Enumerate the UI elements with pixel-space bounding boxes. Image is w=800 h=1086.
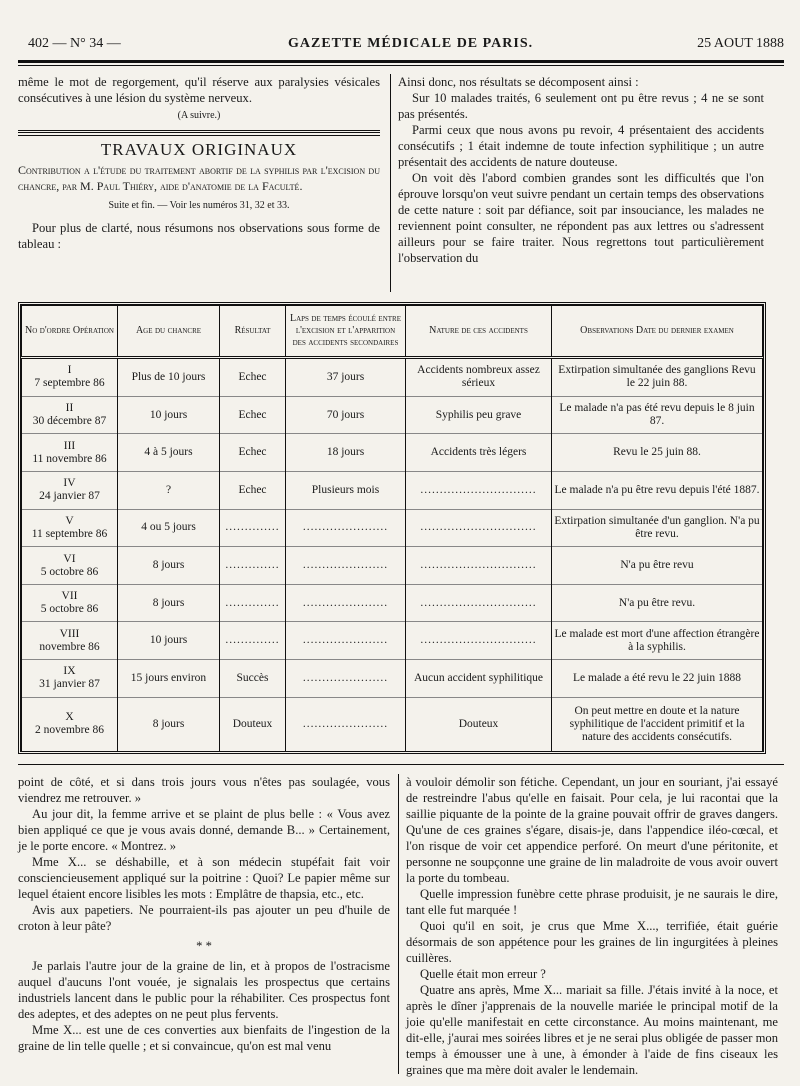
operation-cell bbox=[22, 660, 118, 698]
accident-nature-cell: Accidents très légers bbox=[406, 434, 552, 472]
operation-number: VIII bbox=[59, 627, 80, 640]
accident-nature-cell: Aucun accident syphilitique bbox=[406, 660, 552, 698]
paragraph: Sur 10 malades traités, 6 seulement ont pu être revus ; 4 ne se sont pas présentés. bbox=[398, 91, 764, 121]
operation-date: 11 septembre 86 bbox=[31, 527, 108, 540]
header-rule-thin bbox=[18, 65, 784, 66]
operation-number: VII bbox=[61, 590, 78, 603]
result-cell: .............. bbox=[220, 547, 286, 585]
operation-cell bbox=[22, 396, 118, 434]
chancre-age-cell: 10 jours bbox=[118, 622, 220, 660]
observations-cell: Revu le 25 juin 88. bbox=[552, 434, 763, 472]
time-elapsed-cell: 70 jours bbox=[286, 396, 406, 434]
paragraph: Parmi ceux que nous avons pu revoir, 4 présentaient des accidents consécutifs ; 1 était indemne de toute infection syphilitique ; un autre présentait des accidents de nature douteuse. bbox=[398, 123, 764, 169]
result-cell: Succès bbox=[220, 660, 286, 698]
observations-cell: On peut mettre en doute et la nature syphilitique de l'accident primitif et la nature des accidents consécutifs. bbox=[552, 697, 763, 751]
time-elapsed-cell: 37 jours bbox=[286, 358, 406, 397]
observations-cell: Extirpation simultanée des ganglions Revu le 22 juin 88. bbox=[552, 358, 763, 397]
paragraph: Quoi qu'il en soit, je crus que Mme X..., terrifiée, était guérie désormais de son appétence pour les graines de lin ingurgitées à pleines cuillères. bbox=[406, 919, 778, 965]
operation-number: III bbox=[63, 439, 76, 452]
observations-cell: Le malade n'a pu être revu depuis l'été 1887. bbox=[552, 472, 763, 510]
column-header: No d'ordre Opération bbox=[22, 306, 118, 358]
observations-cell: Extirpation simultanée d'un ganglion. N'a pu être revu. bbox=[552, 509, 763, 547]
time-elapsed-cell: ...................... bbox=[286, 622, 406, 660]
header-rule bbox=[18, 60, 784, 63]
operation-cell bbox=[22, 434, 118, 472]
paragraph: Au jour dit, la femme arrive et se plaint de plus belle : « Vous avez bien appliqué ce que je vous avais donné, demande B... » Certainement, je le porte encore. « Montrez. » bbox=[18, 807, 390, 853]
table-header-row bbox=[22, 306, 763, 358]
operation-cell bbox=[22, 547, 118, 585]
operation-cell bbox=[22, 584, 118, 622]
column-divider bbox=[398, 774, 399, 1074]
result-cell: .............. bbox=[220, 509, 286, 547]
accident-nature-cell: Syphilis peu grave bbox=[406, 396, 552, 434]
operation-number: IV bbox=[63, 477, 76, 490]
accident-nature-cell: Douteux bbox=[406, 697, 552, 751]
result-cell: Echec bbox=[220, 358, 286, 397]
paragraph: Mme X... est une de ces converties aux bienfaits de l'ingestion de la graine de lin telle quelle ; et si convaincue, qu'on est mal venu bbox=[18, 1023, 390, 1053]
time-elapsed-cell: ...................... bbox=[286, 547, 406, 585]
result-cell: Echec bbox=[220, 472, 286, 510]
chancre-age-cell: 4 ou 5 jours bbox=[118, 509, 220, 547]
paragraph: point de côté, et si dans trois jours vous n'êtes pas soulagée, vous viendrez me retrouver. » bbox=[18, 775, 390, 805]
paragraph: même le mot de regorgement, qu'il réserve aux paralysies vésicales consécutives à une lésion du système nerveux. bbox=[18, 75, 380, 105]
operation-date: 2 novembre 86 bbox=[35, 724, 104, 737]
paragraph: Mme X... se déshabille, et à son médecin stupéfait fait voir consciencieusement appliqué sur la poitrine : Quoi? Le papier même sur lequel étaient encore lisibles les mots : Emplâtre de thapsia, etc., etc. bbox=[18, 855, 390, 901]
page-number: 402 — N° 34 — bbox=[28, 36, 121, 51]
article-title: Contribution a l'étude du traitement abortif de la syphilis par l'excision du chancre, par M. Paul Thiéry, aide d'anatomie de la Faculté. bbox=[18, 163, 380, 193]
table-row bbox=[22, 509, 763, 547]
chancre-age-cell: 4 à 5 jours bbox=[118, 434, 220, 472]
paragraph: Ainsi donc, nos résultats se décomposent ainsi : bbox=[398, 75, 639, 89]
operation-number: II bbox=[65, 402, 74, 415]
accident-nature-cell: .............................. bbox=[406, 547, 552, 585]
paragraph: Quelle impression funèbre cette phrase produisit, je ne saurais le dire, tant elle fut marquée ! bbox=[406, 887, 778, 917]
operation-cell bbox=[22, 358, 118, 397]
section-rule bbox=[18, 130, 380, 133]
article-suite: Suite et fin. — Voir les numéros 31, 32 et 33. bbox=[108, 200, 290, 211]
result-cell: .............. bbox=[220, 584, 286, 622]
column-header: Nature de ces accidents bbox=[406, 306, 552, 358]
operation-cell bbox=[22, 622, 118, 660]
operation-cell bbox=[22, 697, 118, 751]
column-header: Laps de temps écoulé entre l'excision et l'apparition des accidents secondaires bbox=[286, 306, 406, 358]
time-elapsed-cell: ...................... bbox=[286, 660, 406, 698]
operation-date: 24 janvier 87 bbox=[39, 490, 100, 503]
section-break-stars: * * bbox=[196, 939, 212, 953]
operation-date: novembre 86 bbox=[39, 640, 100, 653]
operation-cell bbox=[22, 509, 118, 547]
operation-number: VI bbox=[63, 552, 76, 565]
observations-cell: N'a pu être revu. bbox=[552, 584, 763, 622]
observations-cell: Le malade est mort d'une affection étrangère à la syphilis. bbox=[552, 622, 763, 660]
paragraph: On voit dès l'abord combien grandes sont les difficultés que l'on éprouve lorsqu'on veut suivre pendant un certain temps des observations de cette nature : soit par défiance, soit par insouciance, les malades ne reviennent point consulter, ne répondent pas aux lettres ou s'adressent ailleurs pour se faire traiter. Nous regrettons tout particulièrement l'observation du bbox=[398, 171, 764, 265]
bottom-right-column bbox=[406, 774, 778, 1078]
table-row bbox=[22, 584, 763, 622]
chancre-age-cell: 8 jours bbox=[118, 584, 220, 622]
paragraph: à vouloir démolir son fétiche. Cependant, un jour en souriant, j'ai essayé de restreindre l'abus qu'elle en faisait. Pour cela, je lui racontai que la saillie piquante de la pointe de la graine pouvait offrir de graves dangers. Qu'une de ces graines s'égare, disais-je, dans l'appendice iléo-cœcal, et l'on risque de voir cet appendice perforé. On meurt d'une péritonite, et personne ne soupçonne une graine de lin maladroite de vous avoir ouvert la porte du tombeau. bbox=[406, 775, 778, 885]
operation-cell bbox=[22, 472, 118, 510]
top-right-column bbox=[398, 74, 764, 266]
paragraph: Quelle était mon erreur ? bbox=[420, 967, 546, 981]
table-row bbox=[22, 472, 763, 510]
paragraph: Quatre ans après, Mme X... mariait sa fille. J'étais invité à la noce, et après le dîner j'apprenais de la nouvelle mariée le principal motif de la joie qu'elle manifestait en cette circonstance. Au moins maintenant, me dit-elle, j'aurai mes soirées libres et je ne serai plus obligée de passer mon temps à émousser une à une, à émonder à l'aide de fins ciseaux les graines que ma mère doit avaler le lendemain. bbox=[406, 983, 778, 1077]
column-header: Age du chancre bbox=[118, 306, 220, 358]
chancre-age-cell: Plus de 10 jours bbox=[118, 358, 220, 397]
chancre-age-cell: ? bbox=[118, 472, 220, 510]
result-cell: Douteux bbox=[220, 697, 286, 751]
to-be-continued: (A suivre.) bbox=[177, 110, 221, 121]
table-bottom-rule bbox=[18, 764, 784, 765]
issue-date: 25 AOUT 1888 bbox=[697, 36, 784, 51]
top-left-column bbox=[18, 74, 380, 252]
observations-cell: N'a pu être revu bbox=[552, 547, 763, 585]
accident-nature-cell: .............................. bbox=[406, 509, 552, 547]
table-row bbox=[22, 396, 763, 434]
chancre-age-cell: 8 jours bbox=[118, 697, 220, 751]
chancre-age-cell: 10 jours bbox=[118, 396, 220, 434]
operation-date: 11 novembre 86 bbox=[32, 452, 107, 465]
chancre-age-cell: 15 jours environ bbox=[118, 660, 220, 698]
table-row bbox=[22, 434, 763, 472]
bottom-left-column bbox=[18, 774, 390, 1054]
operation-date: 31 janvier 87 bbox=[39, 678, 100, 691]
operation-date: 5 octobre 86 bbox=[40, 565, 99, 578]
paragraph: Pour plus de clarté, nous résumons nos observations sous forme de tableau : bbox=[18, 221, 380, 251]
time-elapsed-cell: Plusieurs mois bbox=[286, 472, 406, 510]
operation-number: V bbox=[65, 514, 74, 527]
table-row bbox=[22, 358, 763, 397]
paragraph: Avis aux papetiers. Ne pourraient-ils pas ajouter un peu d'huile de croton à leur pâte? bbox=[18, 903, 390, 933]
table-row bbox=[22, 547, 763, 585]
column-header: Résultat bbox=[220, 306, 286, 358]
column-header: Observations Date du dernier examen bbox=[552, 306, 763, 358]
time-elapsed-cell: ...................... bbox=[286, 697, 406, 751]
time-elapsed-cell: ...................... bbox=[286, 509, 406, 547]
chancre-age-cell: 8 jours bbox=[118, 547, 220, 585]
operation-number: IX bbox=[63, 665, 76, 678]
accident-nature-cell: .............................. bbox=[406, 622, 552, 660]
time-elapsed-cell: ...................... bbox=[286, 584, 406, 622]
section-rule-thin bbox=[18, 135, 380, 136]
accident-nature-cell: .............................. bbox=[406, 472, 552, 510]
table-row bbox=[22, 697, 763, 751]
result-cell: Echec bbox=[220, 396, 286, 434]
result-cell: Echec bbox=[220, 434, 286, 472]
operation-number: X bbox=[65, 711, 74, 724]
operation-number: I bbox=[67, 364, 72, 377]
accident-nature-cell: Accidents nombreux assez sérieux bbox=[406, 358, 552, 397]
operation-date: 30 décembre 87 bbox=[32, 415, 107, 428]
page-header bbox=[18, 36, 784, 62]
table-row bbox=[22, 622, 763, 660]
section-title: TRAVAUX ORIGINAUX bbox=[100, 140, 298, 159]
table-row bbox=[22, 660, 763, 698]
observations-cell: Le malade a été revu le 22 juin 1888 bbox=[552, 660, 763, 698]
result-cell: .............. bbox=[220, 622, 286, 660]
column-divider bbox=[390, 74, 391, 292]
paragraph: Je parlais l'autre jour de la graine de lin, et à propos de l'ostracisme auquel d'aucuns l'ont vouée, je signalais les prospectus que certains industriels lancent dans le public pour la réhabiliter. Ces prospectus font des adeptes, et des adeptes on ne peut plus fervents. bbox=[18, 959, 390, 1021]
time-elapsed-cell: 18 jours bbox=[286, 434, 406, 472]
journal-title: GAZETTE MÉDICALE DE PARIS. bbox=[288, 36, 534, 51]
observations-table bbox=[18, 302, 766, 754]
observations-cell: Le malade n'a pas été revu depuis le 8 juin 87. bbox=[552, 396, 763, 434]
accident-nature-cell: .............................. bbox=[406, 584, 552, 622]
operation-date: 5 octobre 86 bbox=[40, 603, 99, 616]
operation-date: 7 septembre 86 bbox=[34, 377, 105, 390]
